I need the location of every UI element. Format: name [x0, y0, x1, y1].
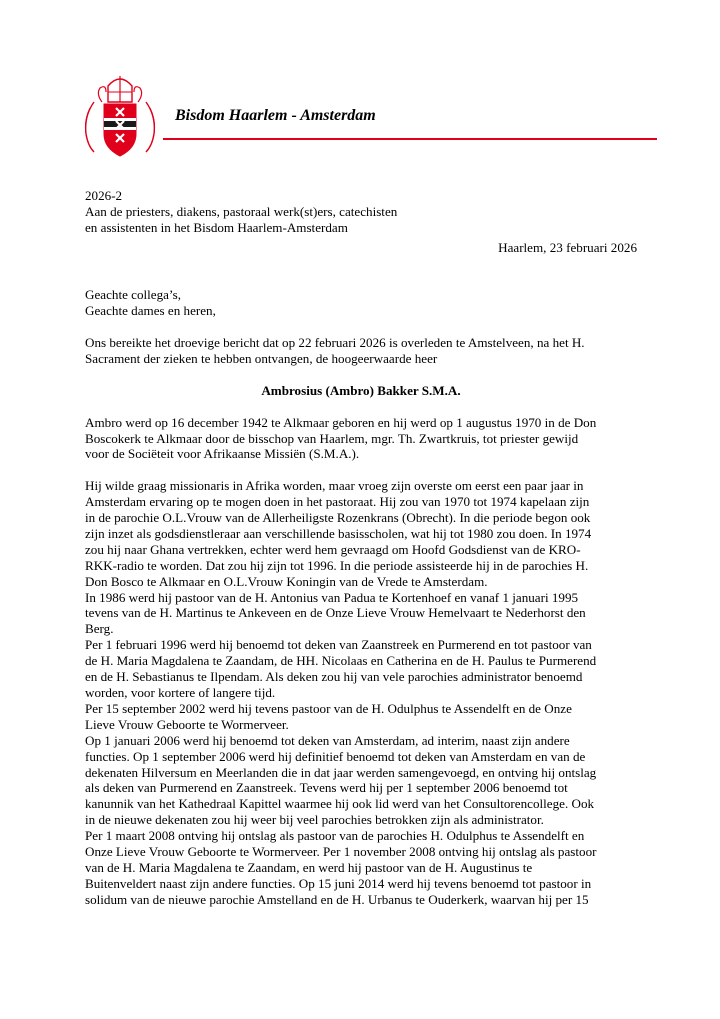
letter-body — [85, 188, 637, 908]
text-line: voor de Sociëteit voor Afrikaanse Missiën (S.M.A.). — [85, 446, 360, 462]
deceased-name: Ambrosius (Ambro) Bakker S.M.A. — [261, 382, 461, 398]
paragraph-1 — [85, 415, 637, 463]
text-line: zijn inzet als godsdienstleraar aan verschillende basisscholen, wat hij tot 1980 zou doen. In 1974 — [85, 525, 592, 541]
text-line: Per 1 maart 2008 ontving hij ontslag als pastoor van de parochies H. Odulphus te Assendelft en — [85, 828, 585, 844]
text-line: Lieve Vrouw Geboorte te Wormerveer. — [85, 716, 289, 732]
text-line: in de parochie O.L.Vrouw van de Allerheiligste Rozenkrans (Obrecht). In die periode begon ook — [85, 510, 591, 526]
text-line: zou hij naar Ghana vertrekken, echter werd hem gevraagd om Hoofd Godsdienst van de KRO- — [85, 541, 581, 557]
recipients-line: en assistenten in het Bisdom Haarlem-Amsterdam — [85, 219, 348, 235]
text-line: kanunnik van het Kathedraal Kapittel waarmee hij ook lid werd van het Consultorencollege. Ook — [85, 796, 595, 812]
text-line: Ambro werd op 16 december 1942 te Alkmaar geboren en hij werd op 1 augustus 1970 in de Don — [85, 414, 597, 430]
text-line: de H. Maria Magdalena te Zaandam, de HH. Nicolaas en Catherina en de H. Paulus te Purmerend — [85, 653, 597, 669]
text-line: Per 1 februari 1996 werd hij benoemd tot deken van Zaanstreek en Purmerend en tot pastoor van — [85, 637, 592, 653]
letter-reference: 2026-2 — [85, 188, 123, 203]
text-line: Amsterdam ervaring op te mogen doen in het pastoraat. Hij zou van 1970 tot 1974 kapelaan zijn — [85, 494, 590, 510]
text-line: in de nieuwe dekenaten zou hij weer bij veel parochies betrokken zijn als administrator. — [85, 812, 544, 828]
salutation-line: Geachte collega’s, — [85, 287, 181, 303]
header-rule — [163, 138, 657, 140]
diocese-coat-of-arms-icon — [80, 72, 160, 160]
text-line: Onze Lieve Vrouw Geboorte te Wormerveer. Per 1 november 2008 ontving hij ontslag als pastoor — [85, 844, 597, 860]
intro-line: Sacrament der zieken te hebben ontvangen, de hoogeerwaarde heer — [85, 351, 438, 367]
text-line: Per 15 september 2002 werd hij tevens pastoor van de H. Odulphus te Assendelft en de Onze — [85, 700, 572, 716]
text-line: RKK-radio te worden. Dat zou hij zijn tot 1996. In die periode assisteerde hij in de parochies H. — [85, 557, 589, 573]
text-line: van de H. Maria Magdalena te Zaandam, en werd hij pastoor van de H. Augustinus te — [85, 859, 533, 875]
text-line: Boscokerk te Alkmaar door de bisschop van Haarlem, mgr. Th. Zwartkruis, tot priester gewijd — [85, 430, 579, 446]
paragraph-2 — [85, 478, 637, 907]
text-line: functies. Op 1 september 2006 werd hij definitief benoemd tot deken van Amsterdam en van de — [85, 748, 586, 764]
text-line: als deken van Purmerend en Zaanstreek. Tevens werd hij per 1 september 2006 benoemd tot — [85, 780, 568, 796]
text-line: Berg. — [85, 621, 114, 637]
place-date: Haarlem, 23 februari 2026 — [498, 239, 637, 255]
text-line: Don Bosco te Alkmaar en O.L.Vrouw Koningin van de Vrede te Amsterdam. — [85, 573, 488, 589]
text-line: Hij wilde graag missionaris in Afrika worden, maar vroeg zijn overste om eerst een paar jaar in — [85, 478, 584, 494]
text-line: worden, voor kortere of langere tijd. — [85, 685, 276, 700]
text-line: solidum van de nieuwe parochie Amstelland en de H. Urbanus te Ouderkerk, waarvan hij per 15 — [85, 891, 589, 907]
text-line: en de H. Sebastianus te Ilpendam. Als deken zou hij van vele parochies administrator benoemd — [85, 669, 583, 685]
text-line: In 1986 werd hij pastoor van de H. Antonius van Padua te Kortenhoef en vanaf 1 januari 1995 — [85, 589, 579, 605]
org-name: Bisdom Haarlem - Amsterdam — [175, 107, 376, 124]
intro-line: Ons bereikte het droevige bericht dat op 22 februari 2026 is overleden te Amstelveen, na het H. — [85, 335, 585, 351]
text-line: dekenaten Hilversum en Meerlanden die in dat jaar werden samengevoegd, en ontving hij ontslag — [85, 764, 597, 780]
text-line: tevens van de H. Martinus te Ankeveen en de Onze Lieve Vrouw Hemelvaart te Nederhorst den — [85, 605, 586, 621]
text-line: Buitenveldert naast zijn andere functies. Op 15 juni 2014 werd hij tevens benoemd tot pastoor in — [85, 875, 592, 891]
recipients-line: Aan de priesters, diakens, pastoraal werk(st)ers, catechisten — [85, 203, 398, 219]
text-line: Op 1 januari 2006 werd hij benoemd tot deken van Amsterdam, ad interim, naast zijn andere — [85, 732, 570, 748]
salutation-line: Geachte dames en heren, — [85, 303, 216, 319]
